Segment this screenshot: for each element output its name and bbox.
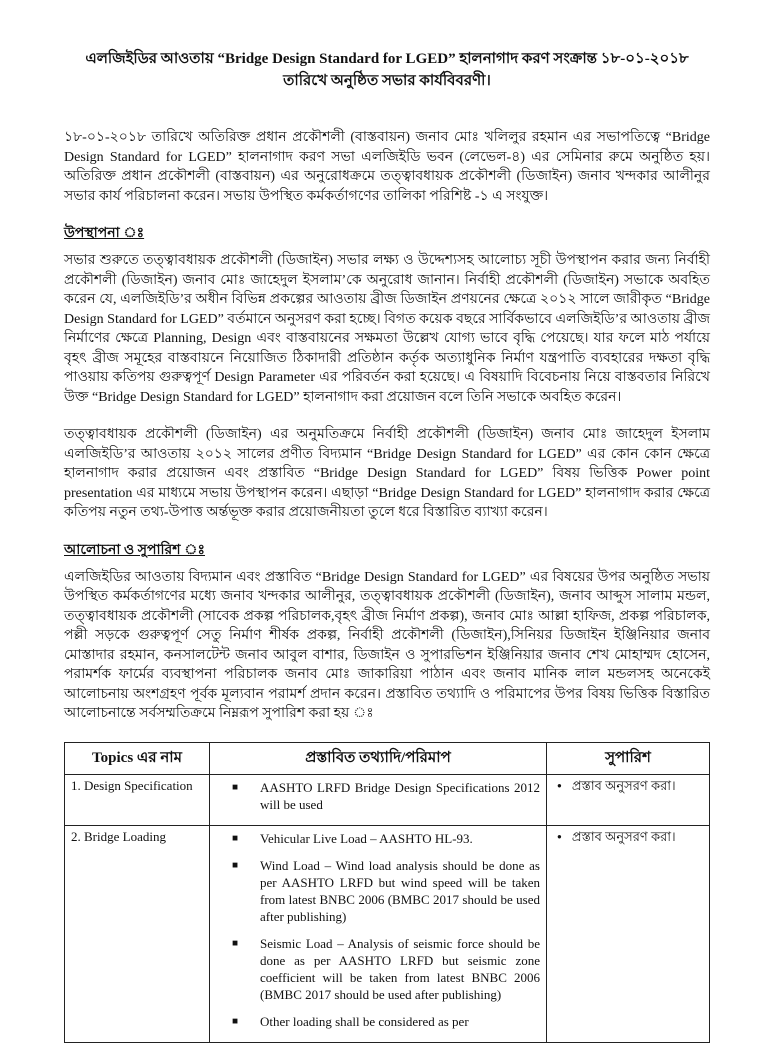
square-bullet-icon: ■ xyxy=(232,937,239,949)
proposed-cell xyxy=(210,825,547,1042)
header-recommendation: সুপারিশ xyxy=(547,742,710,774)
proposed-list xyxy=(216,779,540,813)
table-row xyxy=(65,774,710,825)
presentation-paragraph-1: সভার শুরুতে তত্ত্বাবধায়ক প্রকৌশলী (ডিজাইন) সভার লক্ষ্য ও উদ্দেশ্যসহ আলোচ্য সূচী উপস্থাপন করার জন্য নির্বাহী প্রকৌশলী (ডিজাইন) জনাব মোঃ জাহেদুল ইসলাম’কে অনুরোধ জানান। নির্বাহী প্রকৌশলী (ডিজাইন) সভাকে অবহিত করেন যে, এলজিইডি’র অধীন বিভিন্ন প্রকল্পের আওতায় ব্রীজ ডিজাইন প্রণয়নের ক্ষেত্রে ২০১২ সালে জারীকৃত “Bridge Design Standard for LGED” বর্তমানে অনুসরণ করা হচ্ছে। বিগত কয়েক বছরে সার্বিকভাবে এলজিইডি’র আওতায় ব্রীজ নির্মাণের ক্ষেত্রে Planning, Design এবং বাস্তবায়নের সক্ষমতা উল্লেখ যোগ্য ভাবে বৃদ্ধি পেয়েছে। যার ফলে মাঠ পর্যায়ে বৃহৎ ব্রীজ সমূহের বাস্তবায়নে নিয়োজিত ঠিকাদারী প্রতিষ্ঠান কর্তৃক অত্যাধুনিক নির্মাণ যন্ত্রপাতি ব্যবহারের দক্ষতা বৃদ্ধি পাওয়ায় কতিপয় গুরুত্বপূর্ণ Design Parameter এর পরিবর্তন করা হয়েছে। এ বিষয়াদি বিবেচনায় নিয়ে বাস্তবতার নিরিখে উক্ত “Bridge Design Standard for LGED” হালনাগাদ করা প্রয়োজন বলে তিনি সভাকে অবহিত করেন। xyxy=(64,253,710,405)
list-item-text: Vehicular Live Load – AASHTO HL-93. xyxy=(260,830,473,846)
recommendation-text: প্রস্তাব অনুসরণ করা। xyxy=(571,828,676,844)
header-topics: Topics এর নাম xyxy=(65,742,210,774)
discussion-heading: আলোচনা ও সুপারিশ ঃ xyxy=(64,542,205,558)
list-item xyxy=(232,830,540,847)
table-header-row xyxy=(65,742,710,774)
document-title xyxy=(64,48,710,92)
recommendation-item xyxy=(553,777,703,794)
list-item-text: Other loading shall be considered as per xyxy=(260,1013,469,1029)
intro-paragraph: ১৮-০১-২০১৮ তারিখে অতিরিক্ত প্রধান প্রকৌশলী (বাস্তবায়ন) জনাব মোঃ খলিলুর রহমান এর সভাপতিত্বে “Bridge Design Standard for LGED” হালনাগাদ করণ সভা এলজিইডি ভবন (লেভেল-৪) এর সেমিনার রুমে অনুষ্ঠিত হয়। অতিরিক্ত প্রধান প্রকৌশলী (বাস্তবায়ন) এর অনুরোধক্রমে তত্ত্বাবধায়ক প্রকৌশলী (ডিজাইন) জনাব খন্দকার আলীনুর সভার কার্য পরিচালনা করেন। সভায় উপস্থিত কর্মকর্তাগণের তালিকা পরিশিষ্ট -১ এ সংযুক্ত। xyxy=(64,130,710,204)
recommendation-item xyxy=(553,828,703,845)
topic-cell: 1. Design Specification xyxy=(65,774,210,825)
list-item xyxy=(232,1013,540,1030)
title-line-1: এলজিইডির আওতায় “Bridge Design Standard for LGED” হালনাগাদ করণ সংক্রান্ত ১৮-০১-২০১৮ xyxy=(85,51,689,67)
list-item xyxy=(232,857,540,925)
title-line-2: তারিখে অনুষ্ঠিত সভার কার্যবিবরণী। xyxy=(283,73,491,89)
proposed-cell xyxy=(210,774,547,825)
topic-cell: 2. Bridge Loading xyxy=(65,825,210,1042)
proposed-list xyxy=(216,830,540,1030)
square-bullet-icon: ■ xyxy=(232,781,239,793)
list-item-text: Seismic Load – Analysis of seismic force should be done as per AASHTO LRFD but seismic zone coefficient will be taken from latest BNBC 2006 (BMBC 2017 should be used after publishing) xyxy=(260,935,540,1002)
square-bullet-icon: ■ xyxy=(232,832,239,844)
round-bullet-icon: ● xyxy=(557,780,562,790)
table-row xyxy=(65,825,710,1042)
square-bullet-icon: ■ xyxy=(232,1015,239,1027)
list-item-text: AASHTO LRFD Bridge Design Specifications 2012 will be used xyxy=(260,779,540,812)
square-bullet-icon: ■ xyxy=(232,859,239,871)
list-item xyxy=(232,935,540,1003)
presentation-paragraph-2: তত্ত্বাবধায়ক প্রকৌশলী (ডিজাইন) এর অনুমতিক্রমে নির্বাহী প্রকৌশলী (ডিজাইন) জনাব মোঃ জাহেদুল ইসলাম এলজিইডি’র আওতায় ২০১২ সালের প্রণীত বিদ্যমান “Bridge Design Standard for LGED” এর কোন কোন ক্ষেত্রে হালনাগাদ করার প্রয়োজন এবং প্রস্তাবিত “Bridge Design Standard for LGED” বিষয় ভিত্তিক Power point presentation এর মাধ্যমে সভায় উপস্থাপন করেন। এছাড়া “Bridge Design Standard for LGED” হালনাগাদ করার ক্ষেত্রে কতিপয় নতুন তথ্য-উপাত্ত অর্ন্তভূক্ত করার প্রয়োজনীয়তা তুলে ধরে বিস্তারিত ব্যাখ্যা করেন। xyxy=(64,427,710,520)
recommendation-cell xyxy=(547,774,710,825)
presentation-heading: উপস্থাপনা ঃ xyxy=(64,226,145,241)
recommendation-text: প্রস্তাব অনুসরণ করা। xyxy=(571,777,676,793)
recommendation-table xyxy=(64,742,710,1043)
discussion-paragraph: এলজিইডির আওতায় বিদ্যমান এবং প্রস্তাবিত “Bridge Design Standard for LGED” এর বিষয়ের উপর অনুষ্ঠিত সভায় উপস্থিত কর্মকর্তাগণের মধ্যে জনাব খন্দকার আলীনুর, তত্ত্বাবধায়ক প্রকৌশলী (ডিজাইন), জনাব আব্দুস সালাম মন্ডল, তত্ত্বাবধায়ক প্রকৌশলী (সাবেক প্রকল্প পরিচালক,বৃহৎ ব্রীজ নির্মাণ প্রকল্প), জনাব মোঃ আল্লা হাফিজ, প্রকল্প পরিচালক, পল্লী সড়কে গুরুত্বপূর্ণ সেতু নির্মাণ শীর্ষক প্রকল্প, নির্বাহী প্রকৌশলী (ডিজাইন),সিনিয়র ডিজাইন ইঞ্জিনিয়ার জনাব মোস্তাদার রহমান, কনসালটেন্ট জনাব আবুল বাশার, ডিজাইন ও সুপারভিশন ইঞ্জিনিয়ার জনাব শেখ মোহাম্মদ হোসেন, পরামর্শক ফার্মের ব্যবস্থাপনা পরিচালক জনাব মোঃ জাকারিয়া পাঠান এবং জনাব মানিক লাল মন্ডলসহ অনেকেই আলোচনায় অংশগ্রহণ পূর্বক মূল্যবান পরামর্শ প্রদান করেন। প্রস্তাবিত তথ্যাদি ও পরিমাপের উপর বিষয় ভিত্তিক বিস্তারিত আলোচনান্তে সর্বসম্মতিক্রমে নিম্নরূপ সুপারিশ করা হয় ঃ xyxy=(64,569,710,721)
header-proposed: প্রস্তাবিত তথ্যাদি/পরিমাপ xyxy=(210,742,547,774)
recommendation-cell xyxy=(547,825,710,1042)
list-item-text: Wind Load – Wind load analysis should be done as per AASHTO LRFD but wind speed will be taken from latest BNBC 2006 (BMBC 2017 should be used after publishing) xyxy=(260,857,540,924)
list-item xyxy=(232,779,540,813)
round-bullet-icon: ● xyxy=(557,831,562,841)
